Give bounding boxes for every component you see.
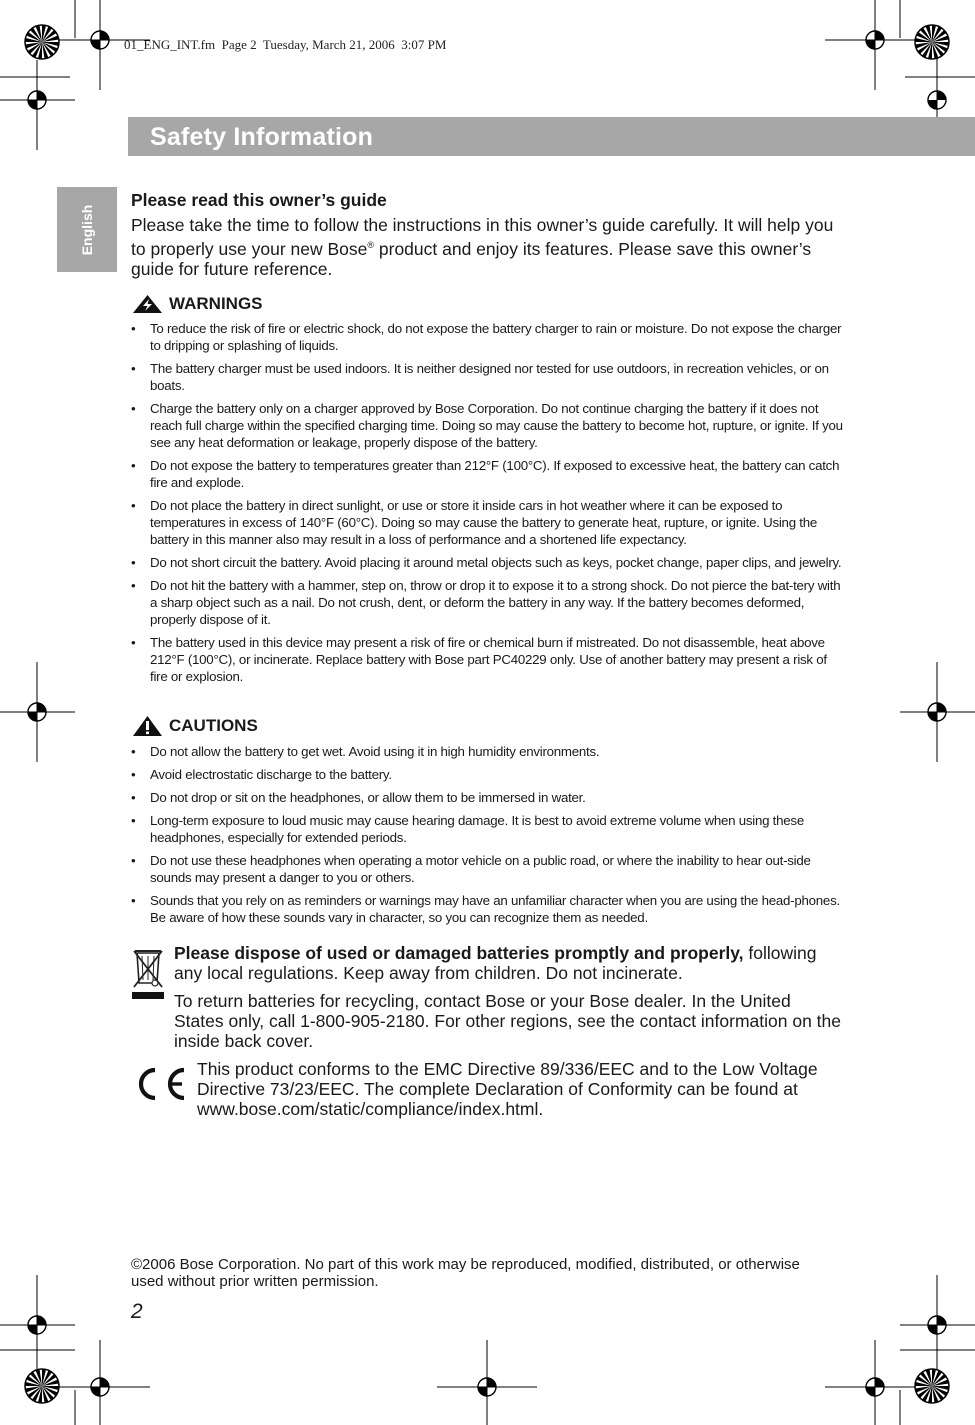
section-title-bar <box>128 117 975 156</box>
bullet-dot: • <box>131 458 136 473</box>
warnings-item <box>131 400 843 451</box>
language-tab <box>57 187 117 272</box>
cautions-item-text: Do not allow the battery to get wet. Avoid using it in high humidity environments. <box>150 744 600 759</box>
bullet-dot: • <box>131 555 136 570</box>
cautions-item-text: Sounds that you rely on as reminders or warnings may have an unfamiliar character when you are using the head-phones. Be aware of how these sounds vary in character, so you can recognize them as needed. <box>150 893 840 925</box>
bullet-dot: • <box>131 401 136 416</box>
intro-text <box>131 215 851 279</box>
warnings-heading-row <box>132 294 263 314</box>
copyright: ©2006 Bose Corporation. No part of this work may be reproduced, modified, distributed, or otherwise used without prior written permission. <box>131 1256 800 1290</box>
cautions-item-text: Long-term exposure to loud music may cause hearing damage. It is best to avoid extreme volume when using these headphones, especially for extended periods. <box>150 813 804 845</box>
section-title: Safety Information <box>150 123 374 151</box>
cautions-item <box>131 766 843 783</box>
recycle-paragraph: To return batteries for recycling, contact Bose or your Bose dealer. In the United States only, call 1-800-905-2180. For other regions, see the contact information on the inside back cover. <box>174 991 842 1051</box>
bullet-dot: • <box>131 498 136 513</box>
disposal-paragraph <box>174 943 844 983</box>
cautions-item <box>131 852 843 886</box>
ce-conformity-text: This product conforms to the EMC Directive 89/336/EEC and to the Low Voltage Directive 73/23/EEC. The complete Declaration of Conformity can be found at www.bose.com/static/compliance/index.html. <box>197 1059 818 1119</box>
bullet-dot: • <box>131 813 136 828</box>
warnings-heading: WARNINGS <box>169 294 263 313</box>
disposal-section <box>174 943 844 1059</box>
warnings-item <box>131 457 843 491</box>
bullet-dot: • <box>131 321 136 336</box>
warnings-list <box>131 320 843 691</box>
disposal-bold: Please dispose of used or damaged batteries promptly and properly, <box>174 943 744 963</box>
registered-mark: ® <box>367 240 375 250</box>
warnings-item-text: Do not hit the battery with a hammer, step on, throw or drop it to expose it to a strong shock. Do not pierce the bat-tery with a sharp object such as a nail. Do not crush, dent, or deform the battery in any way. If the battery becomes deformed, properly dispose of it. <box>150 578 841 627</box>
warnings-item-text: The battery used in this device may present a risk of fire or chemical burn if mistreated. Do not disassemble, heat above 212°F (100°C), or incinerate. Replace battery with Bose part PC40229 only. Use of another battery may present a risk of fire or explosion. <box>150 635 827 684</box>
cautions-item <box>131 892 843 926</box>
warnings-item <box>131 497 843 548</box>
cautions-heading: CAUTIONS <box>169 716 258 735</box>
crossed-out-bin-icon <box>131 947 165 1001</box>
warnings-item <box>131 360 843 394</box>
caution-exclamation-icon <box>132 715 163 737</box>
cautions-item-text: Avoid electrostatic discharge to the battery. <box>150 767 392 782</box>
cautions-item <box>131 812 843 846</box>
warnings-item-text: Do not expose the battery to temperatures greater than 212°F (100°C). If exposed to excessive heat, the battery can catch fire and explode. <box>150 458 840 490</box>
cautions-list <box>131 743 843 932</box>
warning-lightning-icon <box>132 294 163 314</box>
warnings-item-text: The battery charger must be used indoors. It is neither designed nor tested for use outdoors, in recreation vehicles, or on boats. <box>150 361 829 393</box>
cautions-item <box>131 743 843 760</box>
bullet-dot: • <box>131 361 136 376</box>
warnings-item-text: To reduce the risk of fire or electric shock, do not expose the battery charger to rain or moisture. Do not expose the charger to dripping or splashing of liquids. <box>150 321 842 353</box>
intro-text-part1: Please take the time to follow the instructions in this owner’s guide carefully. It will help you to properly use your new Bose <box>131 215 834 259</box>
page-number: 2 <box>131 1300 143 1323</box>
bullet-dot: • <box>131 893 136 908</box>
bullet-dot: • <box>131 790 136 805</box>
cautions-heading-row <box>132 715 258 737</box>
bullet-dot: • <box>131 744 136 759</box>
ce-mark-icon <box>132 1066 188 1102</box>
warnings-item <box>131 320 843 354</box>
cautions-item-text: Do not drop or sit on the headphones, or allow them to be immersed in water. <box>150 790 586 805</box>
cautions-item <box>131 789 843 806</box>
warnings-item <box>131 554 843 571</box>
intro-heading: Please read this owner’s guide <box>131 190 387 210</box>
warnings-item <box>131 577 843 628</box>
language-label: English <box>79 204 95 255</box>
warnings-item <box>131 634 843 685</box>
bullet-dot: • <box>131 578 136 593</box>
print-header: 01_ENG_INT.fm Page 2 Tuesday, March 21, 2006 3:07 PM <box>124 37 447 52</box>
bullet-dot: • <box>131 853 136 868</box>
warnings-item-text: Charge the battery only on a charger approved by Bose Corporation. Do not continue charging the battery if it does not reach full charge within the specified charging time. Doing so may cause the battery to become hot, rupture, or ignite. If you see any heat deformation or leakage, properly dispose of the battery. <box>150 401 843 450</box>
cautions-item-text: Do not use these headphones when operating a motor vehicle on a public road, or where the inability to hear out-side sounds may present a danger to you or others. <box>150 853 811 885</box>
disposal-rest: following any local regulations. Keep away from children. Do not incinerate. <box>174 943 817 983</box>
intro-text-part2: product and enjoy its features. Please save this owner’s guide for future reference. <box>131 238 812 279</box>
bullet-dot: • <box>131 767 136 782</box>
warnings-item-text: Do not place the battery in direct sunlight, or use or store it inside cars in hot weather where it can be exposed to temperatures in excess of 140°F (60°C). Doing so may cause the battery to generate heat, rupture, or ignite. Using the battery in this manner also may result in a loss of performance and a shortened life expectancy. <box>150 498 818 547</box>
bullet-dot: • <box>131 635 136 650</box>
warnings-item-text: Do not short circuit the battery. Avoid placing it around metal objects such as keys, pocket change, paper clips, and jewelry. <box>150 555 842 570</box>
